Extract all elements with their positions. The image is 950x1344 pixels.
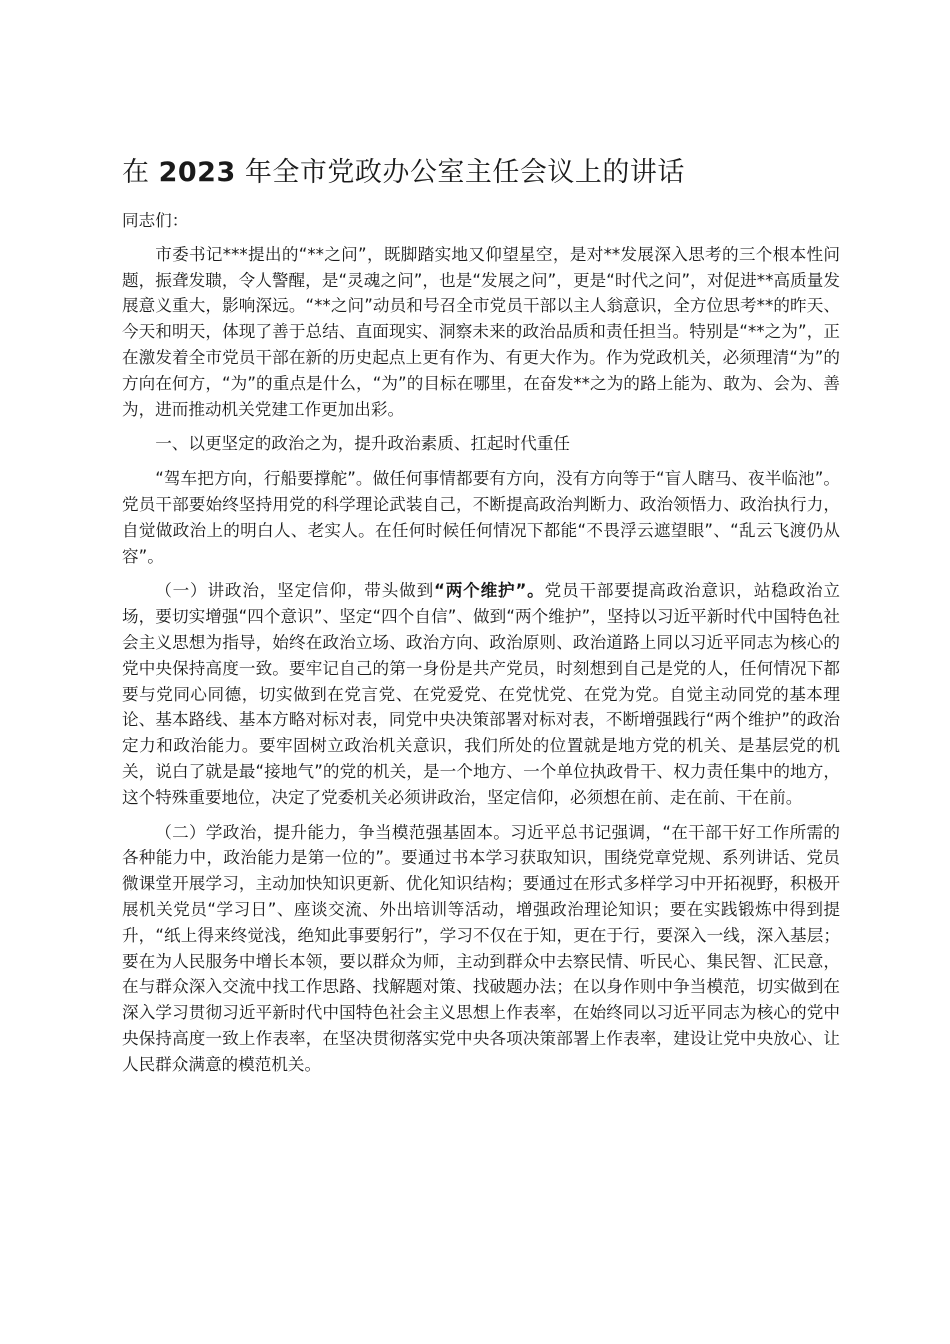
paragraph-subsection-2: （二）学政治，提升能力，争当模范强基固本。习近平总书记强调，“在干部干好工作所需的各种能力中，政治能力是第一位的”。要通过书本学习获取知识，围绕党章党规、系列讲话、党员微课堂开展学习，主动加快知识更新、优化知识结构；要通过在形式多样学习中开拓视野，积极开展机关党员“学习日”、座谈交流、外出培训等活动，增强政治理论知识；要在实践锻炼中得到提升，“纸上得来终觉浅，绝知此事要躬行”，学习不仅在于知，更在于行，要深入一线，深入基层；要在为人民服务中增长本领，要以群众为师，主动到群众中去察民情、听民心、集民智、汇民意，在与群众深入交流中找工作思路、找解题对策、找破题办法；在以身作则中争当模范，切实做到在深入学习贯彻习近平新时代中国特色社会主义思想上作表率，在始终同以习近平同志为核心的党中央保持高度一致上作表率，在坚决贯彻落实党中央各项决策部署上作表率，建设让党中央放心、让人民群众满意的模范机关。	[122, 822, 840, 1074]
subsection-1-body: 党员干部要提高政治意识，站稳政治立场，要切实增强“四个意识”、坚定“四个自信”、做到“两个维护”，坚持以习近平新时代中国特色社会主义思想为指导，始终在政治立场、政治方向、政治原则、政治道路上同以习近平同志为核心的党中央保持高度一致。要牢记自己的第一身份是共产党员，时刻想到自己是党的人，任何情况下都要与党同心同德，切实做到在党言党、在党爱党、在党忧党、在党为党。自觉主动同党的基本理论、基本路线、基本方略对标对表，同党中央决策部署对标对表，不断增强践行“两个维护”的政治定力和政治能力。要牢固树立政治机关意识，我们所处的位置就是地方党的机关、是基层党的机关，说白了就是最“接地气”的党的机关，是一个地方、一个单位执政骨干、权力责任集中的地方，这个特殊重要地位，决定了党委机关必须讲政治，坚定信仰，必须想在前、走在前、干在前。	[122, 581, 841, 807]
section-heading-1: 一、以更坚定的政治之为，提升政治素质、扛起时代重任	[155, 434, 571, 454]
paragraph-subsection-1	[122, 578, 840, 810]
subsection-1-lead: （一）讲政治，坚定信仰，带头做到	[155, 581, 434, 601]
paragraph-intro: 市委书记***提出的“**之问”，既脚踏实地又仰望星空，是对**发展深入思考的三个根本性问题，振聋发聩，令人警醒，是“灵魂之问”，也是“发展之问”，更是“时代之问”，对促进**高质量发展意义重大，影响深远。“**之问”动员和号召全市党员干部以主人翁意识，全方位思考**的昨天、今天和明天，体现了善于总结、直面现实、洞察未来的政治品质和责任担当。特别是“**之为”，正在激发着全市党员干部在新的历史起点上更有作为、有更大作为。作为党政机关，必须理清“为”的方向在何方，“为”的重点是什么，“为”的目标在哪里，在奋发**之为的路上能为、敢为、会为、善为，进而推动机关党建工作更加出彩。	[122, 244, 840, 419]
title-year: 2023	[158, 157, 236, 188]
paragraph-direction: “驾车把方向，行船要撑舵”。做任何事情都要有方向，没有方向等于“盲人瞎马、夜半临池”。党员干部要始终坚持用党的科学理论武装自己，不断提高政治判断力、政治领悟力、政治执行力，自觉做政治上的明白人、老实人。在任何时候任何情况下都能“不畏浮云遮望眼”、“乱云飞渡仍从容”。	[122, 469, 840, 566]
subsection-1-emphasis: “两个维护”。	[434, 581, 545, 601]
title-prefix: 在	[122, 157, 159, 188]
title-suffix: 年全市党政办公室主任会议上的讲话	[235, 157, 685, 188]
greeting: 同志们：	[122, 211, 189, 230]
page-title	[122, 152, 842, 194]
document-body	[122, 208, 840, 1087]
